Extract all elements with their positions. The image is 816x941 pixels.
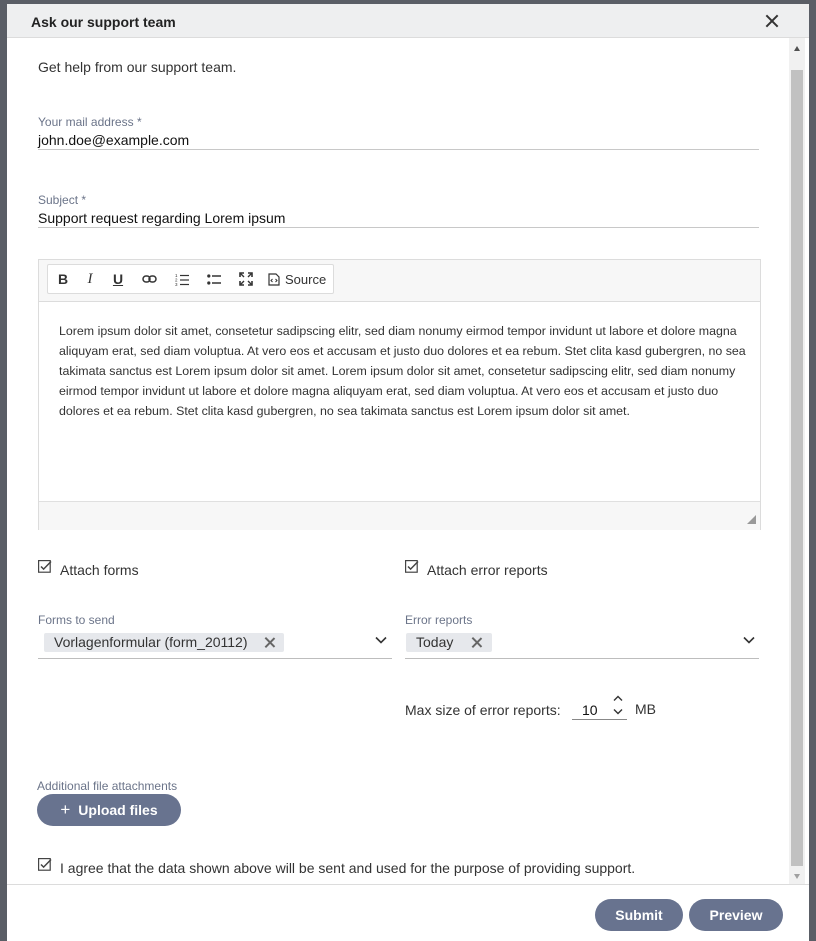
subject-underline: [38, 227, 759, 228]
remove-chip-icon[interactable]: [471, 637, 482, 648]
error-reports-chip-label: Today: [416, 634, 454, 650]
email-label: [38, 115, 142, 129]
number-spinner-icon[interactable]: [613, 695, 623, 715]
editor-content[interactable]: Lorem ipsum dolor sit amet, consetetur sadipscing elitr, sed diam nonumy eirmod tempor invidunt ut labore et dolore magna aliquyam erat, sed diam voluptua. At vero eos et accusam et justo duo dolores et ea rebum. Stet clita kasd gubergren, no sea takimata sanctus est Lorem ipsum dolor sit amet. Lorem ipsum dolor sit amet, consetetur sadipscing elitr, sed diam nonumy eirmod tempor invidunt ut labore et dolore magna aliquyam erat, sed diam voluptua. At vero eos et accusam et justo duo dolores et ea rebum. Stet clita kasd gubergren, no sea takimata sanctus est Lorem ipsum dolor sit amet.: [59, 324, 746, 418]
forms-to-send-label: Forms to send: [38, 613, 115, 627]
svg-text:2: 2: [175, 277, 178, 282]
max-size-label: Max size of error reports:: [405, 702, 561, 718]
svg-text:3: 3: [175, 281, 178, 286]
forms-chip-label: Vorlagenformular (form_20112): [54, 634, 248, 650]
numbered-list-icon[interactable]: [170, 267, 194, 291]
error-reports-label: Error reports: [405, 613, 473, 627]
error-reports-chip: [406, 633, 492, 652]
email-underline: [38, 149, 759, 150]
dialog-titlebar: [7, 4, 809, 38]
chevron-down-icon[interactable]: [375, 636, 387, 644]
consent-checkbox[interactable]: [38, 858, 52, 872]
bold-button[interactable]: B: [57, 271, 69, 287]
toolbar-group: [47, 264, 334, 294]
preview-button[interactable]: Preview: [689, 899, 783, 931]
scrollbar-thumb[interactable]: [791, 70, 803, 866]
forms-select-underline: [38, 658, 392, 659]
rich-text-editor: [38, 259, 761, 530]
subject-field[interactable]: Support request regarding Lorem ipsum: [38, 210, 286, 226]
dialog-footer: [7, 884, 809, 941]
email-field[interactable]: john.doe@example.com: [38, 132, 190, 148]
attach-error-reports-label: Attach error reports: [427, 562, 548, 578]
italic-button[interactable]: I: [87, 270, 93, 287]
attach-error-reports-checkbox[interactable]: [405, 560, 419, 574]
attach-forms-label: Attach forms: [60, 562, 139, 578]
underline-button[interactable]: U: [112, 271, 124, 287]
forms-chip: [44, 633, 284, 652]
scroll-down-icon[interactable]: [794, 874, 800, 879]
max-size-value: 10: [582, 702, 598, 718]
editor-toolbar: [39, 260, 760, 302]
upload-files-button[interactable]: [37, 794, 181, 826]
consent-label: I agree that the data shown above will be sent and used for the purpose of providing support.: [60, 860, 636, 876]
scrollbar[interactable]: [789, 38, 805, 884]
email-label-text: Your mail address: [38, 115, 134, 129]
required-mark: *: [81, 193, 87, 207]
intro-text: Get help from our support team.: [38, 59, 237, 75]
submit-button[interactable]: Submit: [595, 899, 683, 931]
max-size-unit: MB: [635, 701, 656, 717]
subject-label-text: Subject: [38, 193, 79, 207]
upload-files-label: Upload files: [78, 802, 158, 818]
max-size-input[interactable]: [572, 699, 627, 720]
svg-text:1: 1: [175, 272, 178, 278]
support-dialog: [7, 4, 809, 941]
source-label: Source: [285, 271, 327, 287]
source-icon: [268, 273, 280, 286]
editor-statusbar: [39, 501, 760, 530]
plus-icon: +: [60, 800, 71, 819]
bulleted-list-icon[interactable]: [202, 267, 226, 291]
subject-label: [38, 193, 86, 207]
attach-forms-checkbox[interactable]: [38, 560, 52, 574]
close-icon[interactable]: [764, 13, 780, 29]
resize-handle-icon[interactable]: [747, 515, 756, 524]
remove-chip-icon[interactable]: [264, 637, 275, 648]
link-icon[interactable]: [137, 267, 161, 291]
error-reports-select-underline: [405, 658, 759, 659]
chevron-down-icon[interactable]: [743, 636, 755, 644]
source-button[interactable]: [268, 267, 330, 291]
dialog-title: Ask our support team: [31, 14, 176, 30]
scroll-up-icon[interactable]: [794, 46, 800, 51]
attachments-label: Additional file attachments: [37, 779, 178, 793]
maximize-icon[interactable]: [234, 267, 258, 291]
required-mark: *: [136, 115, 142, 129]
